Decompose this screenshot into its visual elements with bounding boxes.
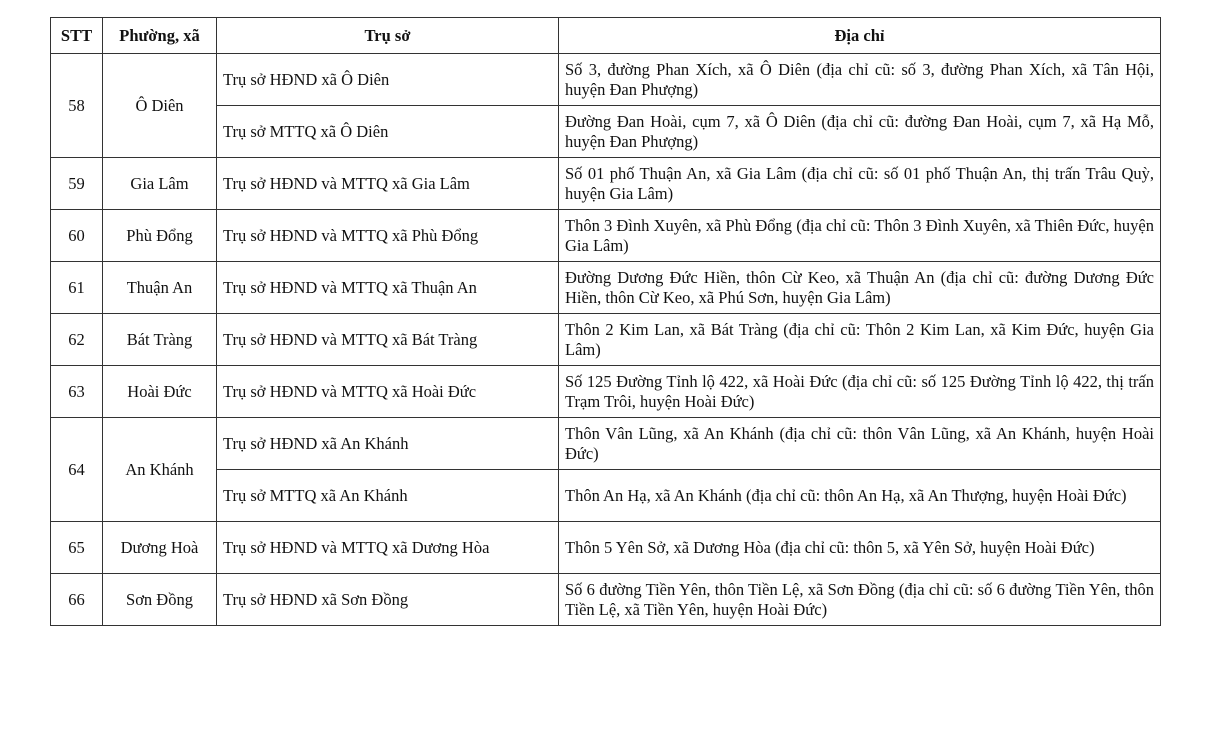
table-row	[51, 262, 1161, 314]
row-address: Số 125 Đường Tỉnh lộ 422, xã Hoài Đức (địa chỉ cũ: số 125 Đường Tỉnh lộ 422, thị trấn Trạm Trôi, huyện Hoài Đức)	[559, 366, 1161, 418]
table-row	[51, 470, 1161, 522]
row-address: Thôn 3 Đình Xuyên, xã Phù Đổng (địa chỉ cũ: Thôn 3 Đình Xuyên, xã Thiên Đức, huyện Gia Lâm)	[559, 210, 1161, 262]
row-ward: Thuận An	[103, 262, 217, 314]
row-office: Trụ sở HĐND xã Sơn Đồng	[217, 574, 559, 626]
row-ward: Phù Đổng	[103, 210, 217, 262]
row-address: Số 6 đường Tiền Yên, thôn Tiền Lệ, xã Sơn Đồng (địa chỉ cũ: số 6 đường Tiền Yên, thôn Tiền Lệ, xã Tiền Yên, huyện Hoài Đức)	[559, 574, 1161, 626]
row-ward: Dương Hoà	[103, 522, 217, 574]
row-stt: 60	[51, 210, 103, 262]
row-address: Thôn 2 Kim Lan, xã Bát Tràng (địa chỉ cũ: Thôn 2 Kim Lan, xã Kim Đức, huyện Gia Lâm)	[559, 314, 1161, 366]
row-address: Thôn Vân Lũng, xã An Khánh (địa chỉ cũ: thôn Vân Lũng, xã An Khánh, huyện Hoài Đức)	[559, 418, 1161, 470]
row-stt: 66	[51, 574, 103, 626]
table-row	[51, 158, 1161, 210]
table-row	[51, 418, 1161, 470]
row-stt: 61	[51, 262, 103, 314]
table-row	[51, 314, 1161, 366]
table-row	[51, 210, 1161, 262]
row-stt: 65	[51, 522, 103, 574]
row-office: Trụ sở HĐND xã Ô Diên	[217, 54, 559, 106]
row-stt: 59	[51, 158, 103, 210]
row-stt: 64	[51, 418, 103, 522]
row-ward: Hoài Đức	[103, 366, 217, 418]
table-row	[51, 106, 1161, 158]
row-address: Số 01 phố Thuận An, xã Gia Lâm (địa chỉ cũ: số 01 phố Thuận An, thị trấn Trâu Quỳ, huyện Gia Lâm)	[559, 158, 1161, 210]
office-address-table	[50, 17, 1161, 626]
row-address: Thôn 5 Yên Sở, xã Dương Hòa (địa chỉ cũ: thôn 5, xã Yên Sở, huyện Hoài Đức)	[559, 522, 1161, 574]
table-row	[51, 522, 1161, 574]
row-office: Trụ sở MTTQ xã Ô Diên	[217, 106, 559, 158]
row-address: Đường Đan Hoài, cụm 7, xã Ô Diên (địa chỉ cũ: đường Đan Hoài, cụm 7, xã Hạ Mỗ, huyện Đan Phượng)	[559, 106, 1161, 158]
row-office: Trụ sở HĐND và MTTQ xã Dương Hòa	[217, 522, 559, 574]
row-stt: 63	[51, 366, 103, 418]
row-address: Số 3, đường Phan Xích, xã Ô Diên (địa chỉ cũ: số 3, đường Phan Xích, xã Tân Hội, huyện Đan Phượng)	[559, 54, 1161, 106]
row-office: Trụ sở HĐND và MTTQ xã Gia Lâm	[217, 158, 559, 210]
header-office: Trụ sở	[217, 18, 559, 54]
header-stt: STT	[51, 18, 103, 54]
header-ward: Phường, xã	[103, 18, 217, 54]
row-ward: Bát Tràng	[103, 314, 217, 366]
row-address: Thôn An Hạ, xã An Khánh (địa chỉ cũ: thôn An Hạ, xã An Thượng, huyện Hoài Đức)	[559, 470, 1161, 522]
table-row	[51, 54, 1161, 106]
row-ward: Sơn Đồng	[103, 574, 217, 626]
row-office: Trụ sở HĐND và MTTQ xã Phù Đổng	[217, 210, 559, 262]
row-office: Trụ sở HĐND xã An Khánh	[217, 418, 559, 470]
row-ward: Gia Lâm	[103, 158, 217, 210]
header-row	[51, 18, 1161, 54]
row-stt: 62	[51, 314, 103, 366]
table-body	[51, 54, 1161, 626]
row-office: Trụ sở HĐND và MTTQ xã Hoài Đức	[217, 366, 559, 418]
row-stt: 58	[51, 54, 103, 158]
row-office: Trụ sở HĐND và MTTQ xã Thuận An	[217, 262, 559, 314]
row-ward: An Khánh	[103, 418, 217, 522]
row-office: Trụ sở MTTQ xã An Khánh	[217, 470, 559, 522]
row-ward: Ô Diên	[103, 54, 217, 158]
table-row	[51, 366, 1161, 418]
row-office: Trụ sở HĐND và MTTQ xã Bát Tràng	[217, 314, 559, 366]
header-address: Địa chỉ	[559, 18, 1161, 54]
row-address: Đường Dương Đức Hiền, thôn Cừ Keo, xã Thuận An (địa chỉ cũ: đường Dương Đức Hiền, thôn Cừ Keo, xã Phú Sơn, huyện Gia Lâm)	[559, 262, 1161, 314]
table-row	[51, 574, 1161, 626]
